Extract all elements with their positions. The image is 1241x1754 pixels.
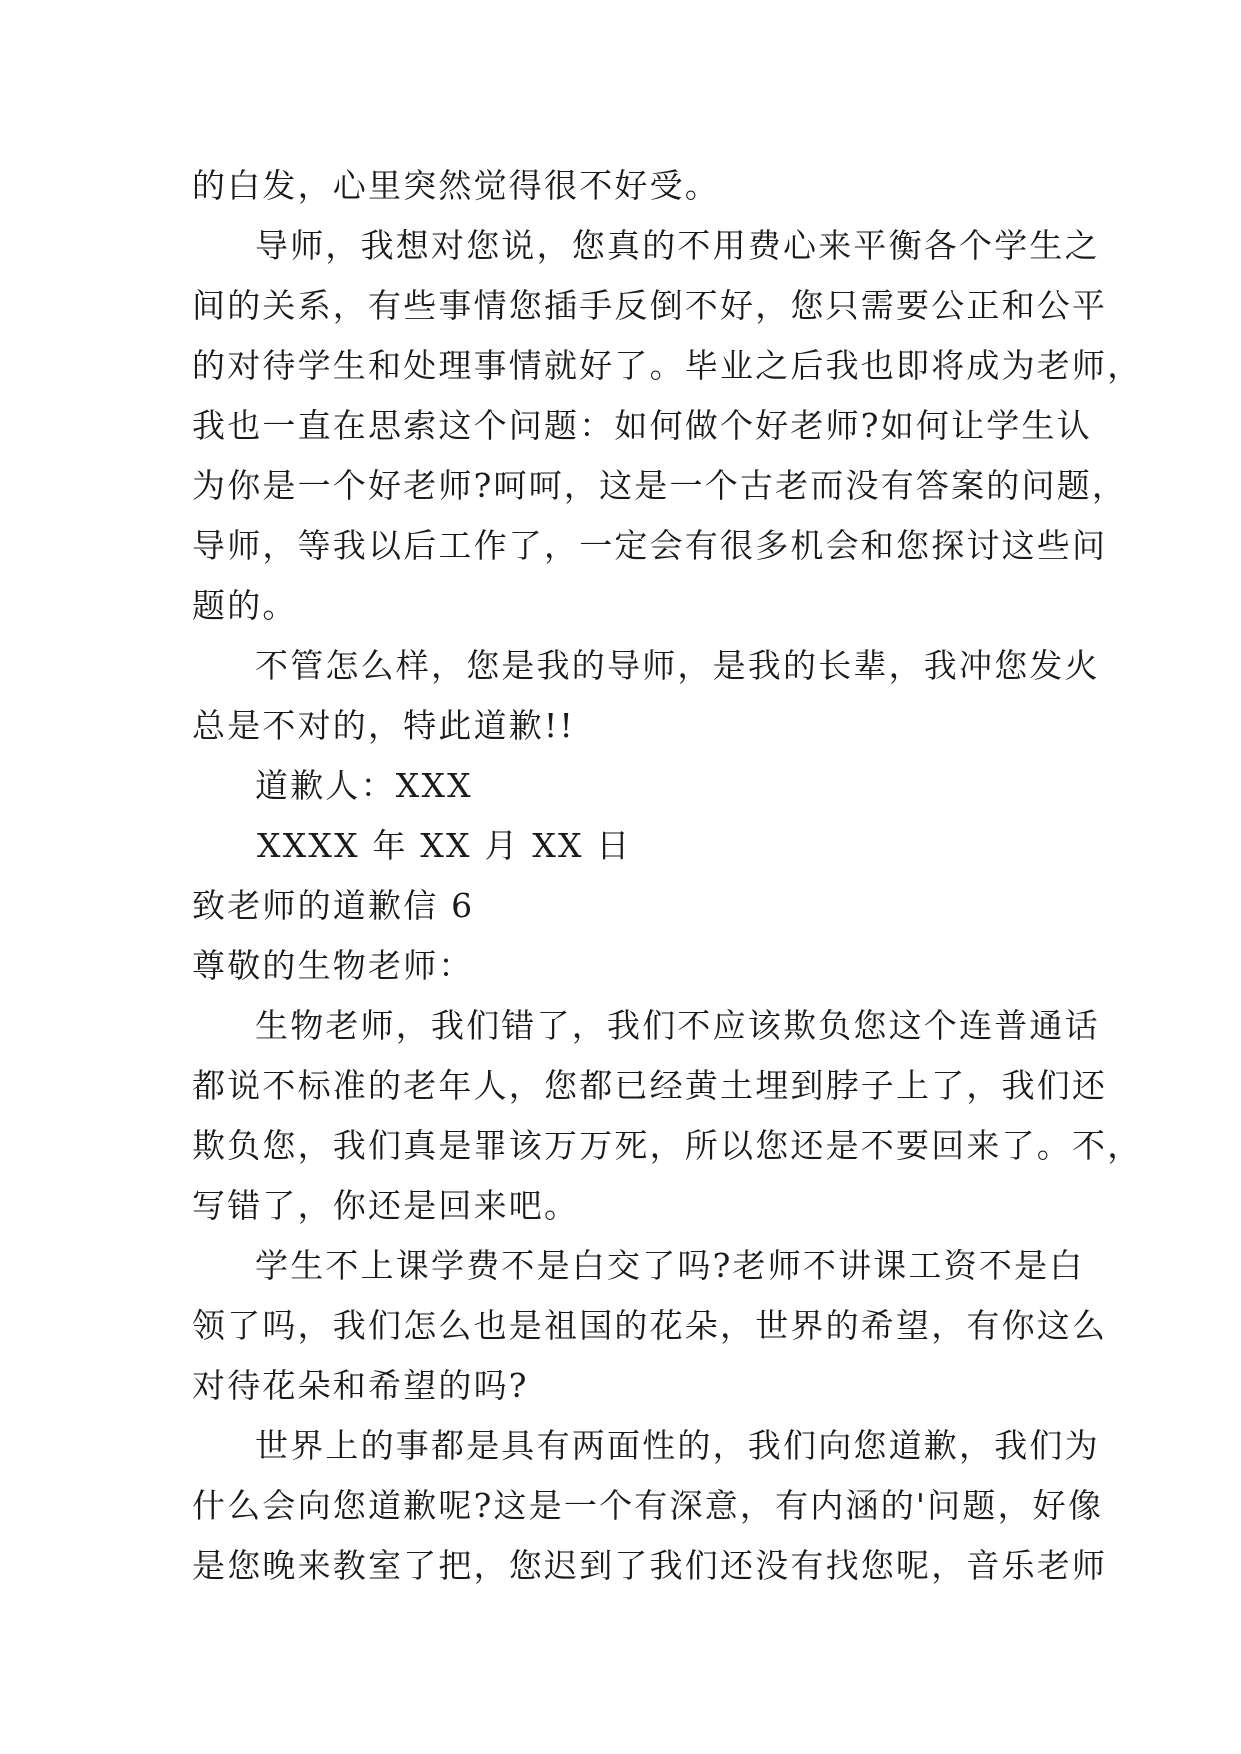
text-line: 欺负您，我们真是罪该万万死，所以您还是不要回来了。不，: [192, 1126, 1143, 1165]
text-line: 的白发，心里突然觉得很不好受。: [192, 166, 720, 205]
text-line: 间的关系，有些事情您插手反倒不好，您只需要公正和公平: [192, 286, 1108, 325]
text-line: 的对待学生和处理事情就好了。毕业之后我也即将成为老师，: [192, 346, 1143, 385]
text-line: 总是不对的，特此道歉!!: [192, 706, 575, 745]
text-line: 什么会向您道歉呢?这是一个有深意，有内涵的'问题，好像: [192, 1486, 1104, 1525]
section-title: 致老师的道歉信 6: [192, 886, 475, 925]
text-line: 不管怎么样，您是我的导师，是我的长辈，我冲您发火: [255, 646, 1100, 685]
text-line: 世界上的事都是具有两面性的，我们向您道歉，我们为: [255, 1426, 1100, 1465]
text-line: 写错了，你还是回来吧。: [192, 1186, 580, 1225]
text-line: 都说不标准的老年人，您都已经黄土埋到脖子上了，我们还: [192, 1066, 1108, 1105]
text-line: 导师，等我以后工作了，一定会有很多机会和您探讨这些问: [192, 526, 1108, 565]
text-line: 我也一直在思索这个问题：如何做个好老师?如何让学生认: [192, 406, 1092, 445]
signature-line: 道歉人：XXX: [255, 766, 473, 805]
date-line: XXXX 年 XX 月 XX 日: [257, 826, 632, 865]
text-line: 导师，我想对您说，您真的不用费心来平衡各个学生之: [255, 226, 1100, 265]
salutation: 尊敬的生物老师：: [192, 946, 474, 985]
text-line: 题的。: [192, 586, 298, 625]
text-line: 领了吗，我们怎么也是祖国的花朵，世界的希望，有你这么: [192, 1306, 1108, 1345]
text-line: 为你是一个好老师?呵呵，这是一个古老而没有答案的问题，: [192, 466, 1128, 505]
text-line: 对待花朵和希望的吗?: [192, 1366, 529, 1405]
text-line: 学生不上课学费不是白交了吗?老师不讲课工资不是白: [255, 1246, 1085, 1285]
text-line: 是您晚来教室了把，您迟到了我们还没有找您呢，音乐老师: [192, 1546, 1108, 1585]
text-line: 生物老师，我们错了，我们不应该欺负您这个连普通话: [255, 1006, 1100, 1045]
